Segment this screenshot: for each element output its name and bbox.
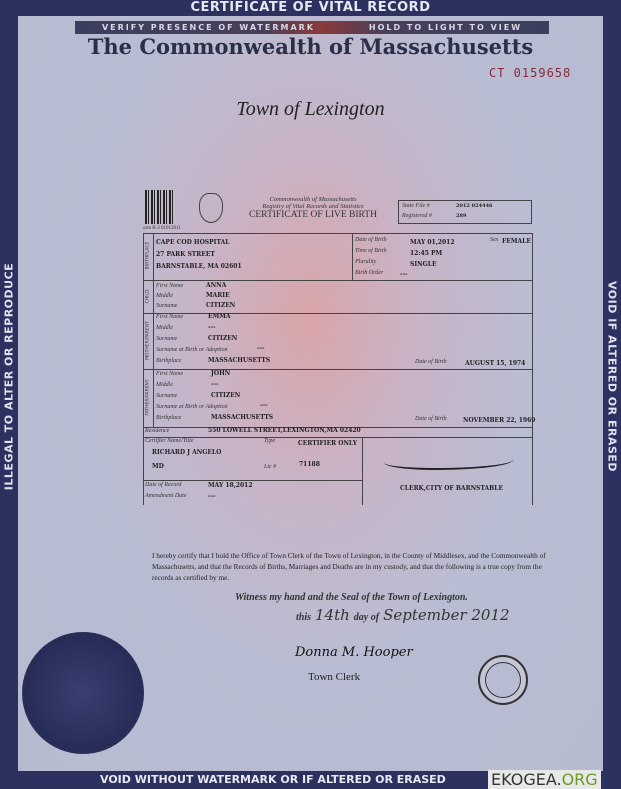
father-first-label: First Name (156, 371, 184, 377)
bottom-banner: VOID WITHOUT WATERMARK OR IF ALTERED OR ERASED (100, 773, 446, 786)
child-middle-label: Middle (156, 293, 173, 299)
mother-birthplace: MASSACHUSETTS (208, 357, 271, 364)
plurality-label: Plurality (355, 259, 377, 265)
control-number: CT 0159658 (489, 66, 572, 80)
town-clerk-label: Town Clerk (308, 671, 361, 683)
sex-label: Sex (490, 237, 499, 243)
date-record-label: Date of Record (145, 482, 182, 488)
hospital-city: BARNSTABLE, MA 02601 (156, 263, 242, 270)
sex-value: FEMALE (502, 238, 531, 245)
section-mother: MOTHER/PARENT (145, 321, 151, 360)
mother-birthplace-label: Birthplace (156, 358, 182, 364)
child-middle: MARIE (206, 292, 230, 299)
father-dob: NOVEMBER 22, 1969 (463, 417, 536, 424)
certifier-type: CERTIFIER ONLY (298, 440, 358, 447)
father-surname-birth: --- (260, 402, 268, 409)
father-surname: CITIZEN (211, 392, 241, 399)
residence-value: 550 LOWELL STREET,LEXINGTON,MA 02420 (208, 427, 361, 434)
clerk-title: CLERK,CITY OF BARNSTABLE (400, 485, 504, 492)
state-file-label: State File # (402, 203, 430, 209)
mother-first-label: First Name (156, 314, 184, 320)
dob-value: MAY 01,2012 (410, 239, 455, 246)
residence-label: Residence (145, 428, 170, 434)
form-title: CERTIFICATE OF LIVE BIRTH (249, 210, 377, 220)
verify-left: VERIFY PRESENCE OF WATERMARK (101, 23, 315, 32)
certifier-name: RICHARD J ANGELO (152, 449, 222, 456)
birth-order-value: --- (400, 271, 408, 278)
mother-dob-label: Date of Birth (415, 359, 447, 365)
father-surname-birth-label: Surname at Birth or Adoption (156, 404, 228, 410)
mother-surname-birth: --- (257, 345, 265, 352)
amendment-label: Amendment Date (145, 493, 187, 499)
watermark: EKOGEA.ORG (488, 770, 601, 789)
father-middle: --- (211, 381, 219, 388)
child-surname-label: Surname (156, 303, 178, 309)
type-label: Type (264, 438, 276, 444)
state-file-value: 2012 024446 (456, 203, 493, 209)
section-birthplace: BIRTHPLACE (145, 241, 151, 270)
registered-label: Registered # (402, 213, 432, 219)
left-side-text: ILLEGAL TO ALTER OR REPRODUCE (2, 262, 16, 491)
right-side-text: VOID IF ALTERED OR ERASED (605, 280, 619, 473)
father-surname-label: Surname (156, 393, 178, 399)
top-banner: CERTIFICATE OF VITAL RECORD (190, 0, 431, 15)
birth-order-label: Birth Order (355, 270, 384, 276)
hospital-street: 27 PARK STREET (156, 251, 215, 258)
lic-label: Lic # (264, 464, 277, 470)
verify-right: HOLD TO LIGHT TO VIEW (368, 23, 523, 32)
mother-surname-label: Surname (156, 336, 178, 342)
section-father: FATHER/PARENT (145, 379, 151, 416)
section-child: CHILD (145, 289, 151, 304)
father-dob-label: Date of Birth (415, 416, 447, 422)
certifier-label: Certifier Name/Title (145, 438, 194, 444)
child-surname: CITIZEN (206, 302, 236, 309)
agency-line-2: Registry of Vital Records and Statistics (262, 203, 364, 210)
registered-value: 289 (456, 213, 467, 219)
state-seal-icon (199, 193, 223, 223)
child-first-label: First Name (156, 283, 184, 289)
verify-bar (75, 21, 549, 34)
mother-dob: AUGUST 15, 1974 (465, 360, 526, 367)
this-label: this (296, 612, 312, 623)
father-birthplace: MASSACHUSETTS (211, 414, 274, 421)
town-title: Town of Lexington (236, 98, 385, 120)
mother-surname-birth-label: Surname at Birth or Adoption (156, 347, 228, 353)
town-seal-icon (478, 655, 528, 705)
day-of-label: day of (353, 612, 380, 623)
child-first: ANNA (206, 282, 227, 289)
mother-surname: CITIZEN (208, 335, 238, 342)
month-year-handwritten: September 2012 (383, 606, 510, 624)
plurality-value: SINGLE (410, 261, 437, 268)
mother-middle-label: Middle (156, 325, 173, 331)
lic-value: 71188 (299, 461, 320, 468)
date-record-value: MAY 18,2012 (208, 482, 253, 489)
barcode (145, 190, 175, 224)
embossed-seal-icon (22, 632, 144, 754)
attestation-text: I hereby certify that I hold the Office of Town Clerk of the Town of Lexington, in the County of Middlesex, and the Commonwealth of Massachusetts, and that the Records of Births, Marriages and Deaths are in my custody, and that the following is a true copy from the records as certified by me. (152, 551, 546, 582)
day-handwritten: 14th (315, 606, 350, 624)
tob-label: Time of Birth (355, 248, 387, 254)
agency-line-1: Commonwealth of Massachusetts (269, 196, 357, 203)
tob-value: 12:45 PM (410, 250, 443, 257)
father-birthplace-label: Birthplace (156, 415, 182, 421)
commonwealth-title: The Commonwealth of Massachusetts (87, 34, 534, 59)
hospital-name: CAPE COD HOSPITAL (156, 239, 230, 246)
mother-middle: --- (208, 324, 216, 331)
amendment-value: --- (208, 493, 216, 500)
form-number: orm R-3 01012011 (143, 226, 181, 231)
dob-label: Date of Birth (355, 237, 387, 243)
mother-first: EMMA (208, 313, 231, 320)
father-middle-label: Middle (156, 382, 173, 388)
clerk-signature: Donna M. Hooper (295, 645, 413, 660)
witness-line: Witness my hand and the Seal of the Town of Lexington. (235, 592, 468, 603)
certifier-title: MD (152, 463, 164, 470)
father-first: JOHN (211, 370, 231, 377)
